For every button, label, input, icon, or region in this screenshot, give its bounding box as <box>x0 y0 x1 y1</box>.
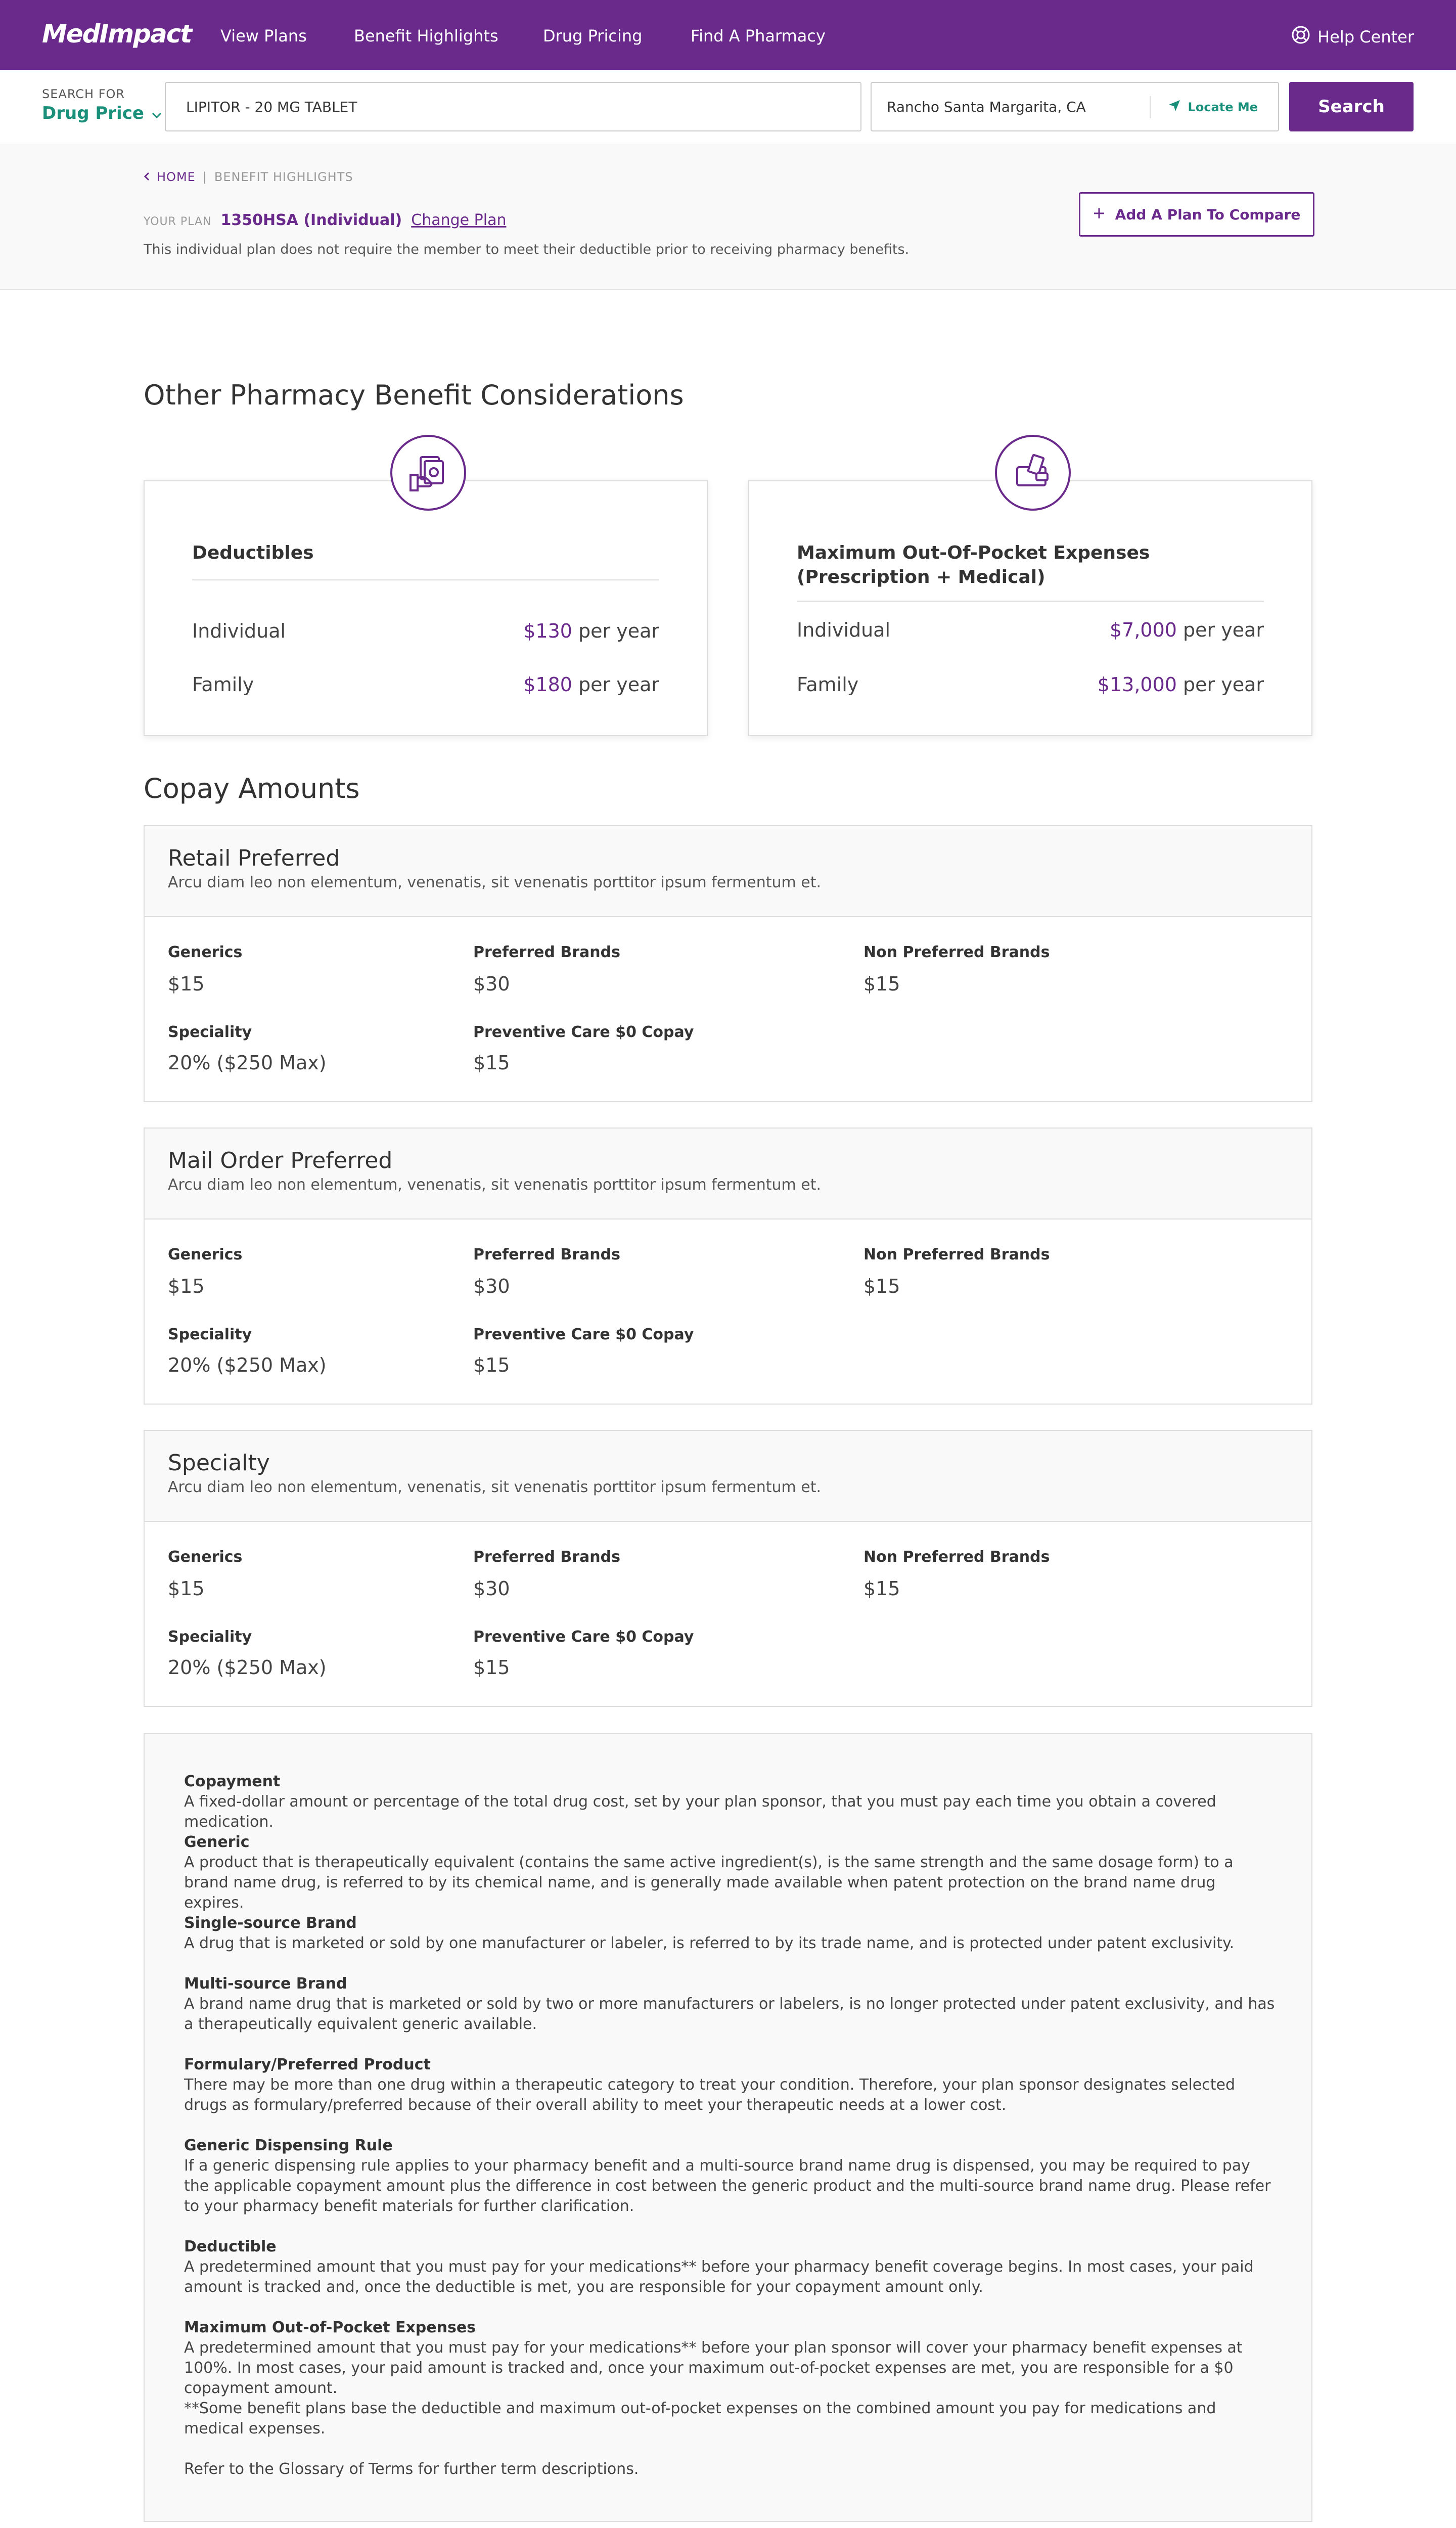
location-value: Rancho Santa Margarita, CA <box>887 98 1086 115</box>
location-input[interactable] <box>871 82 1279 131</box>
drug-search-input[interactable]: LIPITOR - 20 MG TABLET <box>165 82 861 131</box>
term-name: Maximum Out-of-Pocket Expenses <box>184 2319 476 2336</box>
speciality-label: Speciality <box>168 1628 252 1646</box>
preventive-care-value: $15 <box>473 1052 510 1074</box>
term-name: Copayment <box>184 1773 281 1790</box>
amount-value: $13,000 <box>1097 673 1177 696</box>
term-name: Generic Dispensing Rule <box>184 2137 393 2154</box>
nav-view-plans[interactable]: View Plans <box>220 26 307 46</box>
locate-me-button[interactable] <box>1168 99 1258 115</box>
max-oop-title-line1: Maximum Out-Of-Pocket Expenses <box>797 543 1150 563</box>
search-for-label: SEARCH FOR <box>42 87 125 101</box>
chevron-left-icon <box>144 170 150 184</box>
navigation-arrow-icon <box>1168 99 1181 115</box>
preventive-care-label: Preventive Care $0 Copay <box>473 1023 694 1041</box>
card-divider <box>797 601 1264 602</box>
max-oop-individual-row <box>797 619 1264 641</box>
your-plan-row <box>144 211 506 229</box>
generics-value: $15 <box>168 973 205 995</box>
benefits-section-title: Other Pharmacy Benefit Considerations <box>144 379 684 411</box>
glossary-term <box>184 1974 1276 2035</box>
preferred-brands-label: Preferred Brands <box>473 943 620 961</box>
max-oop-title-line2: (Prescription + Medical) <box>797 567 1045 588</box>
generics-value: $15 <box>168 1275 205 1297</box>
generics-value: $15 <box>168 1577 205 1600</box>
copay-header <box>145 1431 1311 1522</box>
preventive-care-label: Preventive Care $0 Copay <box>473 1628 694 1646</box>
help-center-link[interactable] <box>1291 25 1414 49</box>
preferred-brands-value: $30 <box>473 1577 510 1600</box>
top-navigation <box>0 0 1456 70</box>
add-plan-to-compare-button[interactable] <box>1079 192 1314 237</box>
row-label: Family <box>797 673 859 696</box>
non-preferred-brands-label: Non Preferred Brands <box>863 1548 1050 1566</box>
plan-note: This individual plan does not require the member to meet their deductible prior to receiving pharmacy benefits. <box>144 242 909 257</box>
copay-title: Specialty <box>168 1450 270 1476</box>
deductible-family-row <box>192 673 659 696</box>
copay-subtitle: Arcu diam leo non elementum, venenatis, sit venenatis porttitor ipsum fermentum et. <box>168 874 822 891</box>
amount-unit: per year <box>1176 619 1264 641</box>
glossary-term <box>184 1772 1276 1832</box>
search-type-dropdown[interactable] <box>42 103 162 123</box>
term-definition: A drug that is marketed or sold by one manufacturer or labeler, is referred to by its trade name, and is protected under patent exclusivity. <box>184 1934 1235 1952</box>
copay-title: Retail Preferred <box>168 845 340 871</box>
deductibles-title: Deductibles <box>192 543 314 563</box>
glossary-term <box>184 2237 1276 2297</box>
nav-benefit-highlights[interactable]: Benefit Highlights <box>354 26 498 46</box>
row-amount <box>1098 673 1264 696</box>
amount-unit: per year <box>572 673 659 696</box>
row-label: Family <box>192 673 254 696</box>
deductible-individual-row <box>192 620 659 642</box>
term-definition: A product that is therapeutically equivalent (contains the same active ingredient(s), is the same strength and the same dosage form) to a brand name drug, is referred to by its chemical name, and is generally made available when patent protection on the brand name drug expires. <box>184 1854 1234 1912</box>
preferred-brands-label: Preferred Brands <box>473 1548 620 1566</box>
generics-label: Generics <box>168 1246 243 1263</box>
term-name: Single-source Brand <box>184 1914 357 1932</box>
non-preferred-brands-label: Non Preferred Brands <box>863 1246 1050 1263</box>
row-amount <box>523 620 659 642</box>
term-definition: A brand name drug that is marketed or sold by two or more manufacturers or labelers, is no longer protected under patent exclusivity, and has a therapeutically equivalent generic available. <box>184 1995 1275 2033</box>
generics-label: Generics <box>168 943 243 961</box>
non-preferred-brands-value: $15 <box>863 1275 900 1297</box>
chevron-down-icon <box>151 103 162 123</box>
deductibles-card <box>144 480 708 736</box>
copay-mail-order-preferred <box>144 1127 1312 1405</box>
glossary-term <box>184 2136 1276 2217</box>
amount-value: $180 <box>523 673 572 696</box>
nav-drug-pricing[interactable]: Drug Pricing <box>543 26 643 46</box>
plan-name: 1350HSA (Individual) <box>220 211 402 229</box>
max-oop-title <box>797 541 1150 590</box>
term-name: Multi-source Brand <box>184 1975 347 1993</box>
copay-specialty <box>144 1430 1312 1707</box>
amount-unit: per year <box>1176 673 1264 696</box>
copay-section-title: Copay Amounts <box>144 773 360 804</box>
generics-label: Generics <box>168 1548 243 1566</box>
location-divider <box>1150 96 1151 118</box>
amount-unit: per year <box>572 620 659 642</box>
preferred-brands-label: Preferred Brands <box>473 1246 620 1263</box>
breadcrumb-current: BENEFIT HIGHLIGHTS <box>214 170 353 184</box>
breadcrumb <box>144 170 353 184</box>
term-definition: A fixed-dollar amount or percentage of the total drug cost, set by your plan sponsor, that you must pay each time you obtain a covered medication. <box>184 1793 1216 1831</box>
glossary-term <box>184 1832 1276 1913</box>
copay-subtitle: Arcu diam leo non elementum, venenatis, sit venenatis porttitor ipsum fermentum et. <box>168 1176 822 1194</box>
speciality-label: Speciality <box>168 1326 252 1343</box>
add-plan-label: Add A Plan To Compare <box>1115 206 1301 223</box>
glossary-term <box>184 2318 1276 2399</box>
copay-retail-preferred <box>144 825 1312 1102</box>
non-preferred-brands-value: $15 <box>863 1577 900 1600</box>
nav-find-a-pharmacy[interactable]: Find A Pharmacy <box>691 26 826 46</box>
speciality-value: 20% ($250 Max) <box>168 1656 327 1679</box>
row-amount <box>523 673 659 696</box>
glossary-term <box>184 1913 1276 1954</box>
lifebuoy-icon <box>1291 25 1310 49</box>
preferred-brands-value: $30 <box>473 1275 510 1297</box>
term-definition: If a generic dispensing rule applies to your pharmacy benefit and a multi-source brand name drug is dispensed, you may be required to pay the applicable copayment amount plus the difference in cost between the generic product and the multi-source brand name drug. Please refer to your pharmacy benefit materials for further clarification. <box>184 2157 1271 2215</box>
term-definition: A predetermined amount that you must pay for your medications** before your plan sponsor will cover your pharmacy benefit expenses at 100%. In most cases, your paid amount is tracked and, once your maximum out-of-pocket expenses are met, you are responsible for a $0 copayment amount. <box>184 2339 1243 2397</box>
max-oop-family-row <box>797 673 1264 696</box>
speciality-value: 20% ($250 Max) <box>168 1354 327 1376</box>
help-center-label: Help Center <box>1317 27 1414 47</box>
plus-icon <box>1093 206 1105 223</box>
preventive-care-value: $15 <box>473 1354 510 1376</box>
change-plan-link[interactable]: Change Plan <box>411 211 507 229</box>
row-label: Individual <box>797 619 891 641</box>
glossary-box <box>144 1733 1312 2522</box>
search-bar <box>0 70 1456 144</box>
amount-value: $7,000 <box>1109 619 1177 641</box>
copay-subtitle: Arcu diam leo non elementum, venenatis, sit venenatis porttitor ipsum fermentum et. <box>168 1478 822 1496</box>
preventive-care-value: $15 <box>473 1656 510 1679</box>
row-label: Individual <box>192 620 286 642</box>
non-preferred-brands-value: $15 <box>863 973 900 995</box>
locate-me-label: Locate Me <box>1188 100 1258 114</box>
breadcrumb-home[interactable]: HOME <box>157 170 196 184</box>
amount-value: $130 <box>523 620 572 642</box>
wallet-card-icon <box>995 435 1071 511</box>
plan-header <box>0 144 1456 290</box>
glossary-refer-note: Refer to the Glossary of Terms for further term descriptions. <box>184 2460 639 2478</box>
search-button[interactable]: Search <box>1289 82 1414 131</box>
term-name: Deductible <box>184 2238 277 2255</box>
term-name: Formulary/Preferred Product <box>184 2056 431 2073</box>
copay-header <box>145 1128 1311 1220</box>
non-preferred-brands-label: Non Preferred Brands <box>863 943 1050 961</box>
speciality-value: 20% ($250 Max) <box>168 1052 327 1074</box>
preventive-care-label: Preventive Care $0 Copay <box>473 1326 694 1343</box>
cash-hand-icon <box>390 435 466 511</box>
term-definition: There may be more than one drug within a therapeutic category to treat your condition. Therefore, your plan sponsor designates selected drugs as formulary/preferred because of their overall ability to meet your therapeutic needs at a lower cost. <box>184 2076 1236 2114</box>
glossary-asterisk-note: **Some benefit plans base the deductible and maximum out-of-pocket expenses on the combined amount you pay for medications and medical expenses. <box>184 2400 1216 2437</box>
term-name: Generic <box>184 1833 250 1851</box>
medimpact-logo[interactable]: MedImpact <box>42 19 192 49</box>
search-type-value: Drug Price <box>42 103 144 123</box>
preferred-brands-value: $30 <box>473 973 510 995</box>
copay-header <box>145 826 1311 917</box>
max-out-of-pocket-card <box>748 480 1312 736</box>
glossary-term <box>184 2055 1276 2115</box>
your-plan-label: YOUR PLAN <box>144 215 212 228</box>
term-definition: A predetermined amount that you must pay for your medications** before your pharmacy benefit coverage begins. In most cases, your paid amount is tracked and, once the deductible is met, you are responsible for your copayment amount only. <box>184 2258 1254 2296</box>
speciality-label: Speciality <box>168 1023 252 1041</box>
copay-title: Mail Order Preferred <box>168 1148 393 1173</box>
card-divider <box>192 579 659 580</box>
row-amount <box>1110 619 1264 641</box>
breadcrumb-separator: | <box>202 170 207 184</box>
